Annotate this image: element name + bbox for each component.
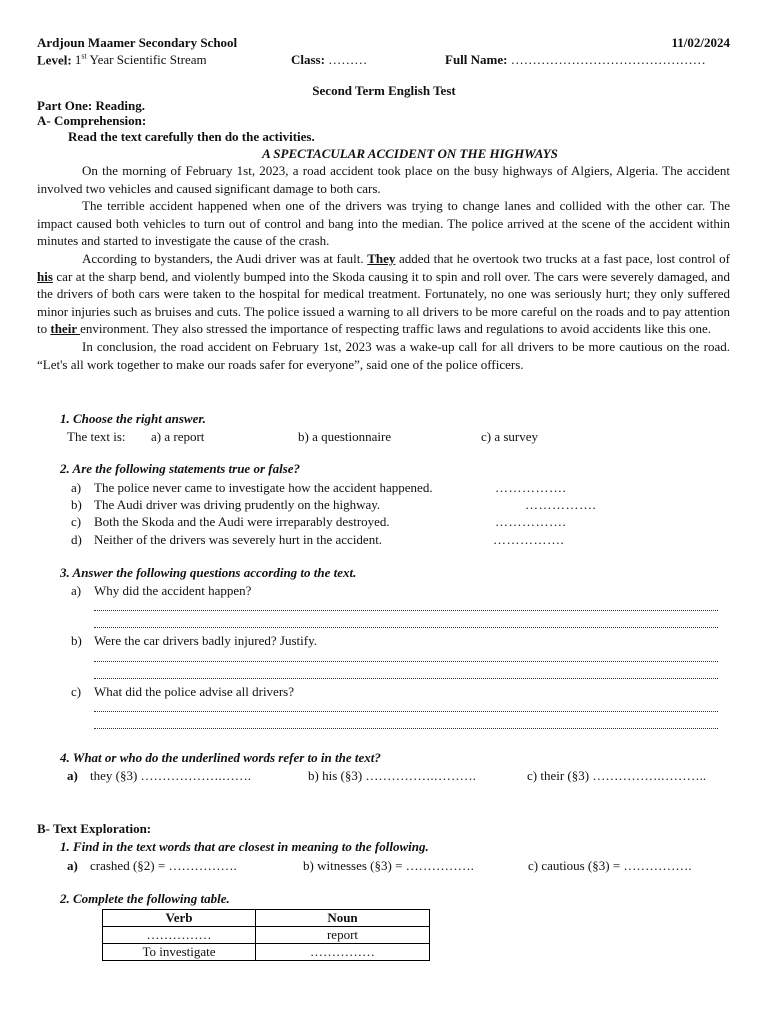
q3-answer-line-b1[interactable] (94, 661, 718, 662)
verb-noun-table (102, 909, 430, 961)
q2-title: 2. Are the following statements true or false? (60, 461, 301, 476)
col-noun-header: Noun (256, 910, 430, 927)
b1-title: 1. Find in the text words that are closest in meaning to the following. (60, 839, 429, 854)
q3-answer-line-c1[interactable] (94, 711, 718, 712)
q1-option-b[interactable]: b) a questionnaire (298, 429, 392, 444)
q2-answer-d[interactable]: ……………. (493, 532, 565, 547)
q2-item-a: a) (71, 480, 82, 495)
q3-question-b: Were the car drivers badly injured? Justify. (94, 633, 317, 648)
q1-option-a[interactable]: a) a report (151, 429, 205, 444)
q1-title: 1. Choose the right answer. (60, 411, 206, 426)
header-line-2 (37, 52, 730, 68)
q3-item-c-letter: c) (71, 684, 82, 699)
section-b-heading: B- Text Exploration: (37, 821, 152, 836)
q1-option-c[interactable]: c) a survey (481, 429, 539, 444)
paragraph-1: On the morning of February 1st, 2023, a road accident took place on the busy highways of Algiers, Algeria. The accident involved two vehicles and caused significant damage to both cars. (37, 163, 730, 196)
school-name: Ardjoun Maamer Secondary School (37, 35, 238, 50)
paragraph-3: According to bystanders, the Audi driver was at fault. They added that he overtook two trucks at a fast pace, lost control of his car at the sharp bend, and violently bumped into the Skoda causing it to spin and roll over. The cars were severely damaged, and the drivers of both cars were taken to the hospital for medical treatment. Fortunately, no one was seriously hurt; they only suffered minor injuries such as bruises and cuts. The police issued a warning to all drivers to be more careful on the roads and to pay attention to their environment. They also stressed the importance of respecting traffic laws and regulations to avoid accidents like this one. (37, 250, 730, 337)
q4-a-letter: a) (67, 768, 78, 783)
q4-answer-they[interactable]: they (§3) ……………….……. (90, 768, 252, 783)
paragraph-4: In conclusion, the road accident on February 1st, 2023 was a wake-up call for all drivers to be more cautious on the road. “Let's all work together to make our roads safer for everyone”, said one of the police officers. (37, 338, 730, 372)
q2-item-c: c) (71, 514, 82, 529)
q2-answer-c[interactable]: ……………. (495, 514, 567, 529)
q3-answer-line-c2[interactable] (94, 728, 718, 729)
q3-answer-line-a1[interactable] (94, 610, 718, 611)
q4-title: 4. What or who do the underlined words refer to in the text? (60, 750, 381, 765)
q2-statement-a: The police never came to investigate how the accident happened. (94, 480, 433, 495)
q3-answer-line-a2[interactable] (94, 627, 718, 628)
table-row (103, 944, 430, 961)
q4-answer-his[interactable]: b) his (§3) …………….………. (308, 768, 476, 783)
text-title: A SPECTACULAR ACCIDENT ON THE HIGHWAYS (262, 146, 558, 161)
part-one-heading: Part One: Reading. (37, 98, 145, 113)
table-cell-verb-blank[interactable]: …………… (103, 927, 256, 944)
q2-item-b: b) (71, 497, 82, 512)
q2-answer-b[interactable]: ……………. (525, 497, 597, 512)
b2-title: 2. Complete the following table. (60, 891, 230, 906)
q2-item-d: d) (71, 532, 82, 547)
test-date: 11/02/2024 (671, 35, 730, 50)
reading-text (37, 162, 730, 373)
q3-answer-line-b2[interactable] (94, 678, 718, 679)
class-field: Class: ……… (291, 52, 368, 67)
table-row (103, 927, 430, 944)
col-verb-header: Verb (103, 910, 256, 927)
q2-answer-a[interactable]: ……………. (495, 480, 567, 495)
header-line-1 (37, 35, 730, 51)
paragraph-2: The terrible accident happened when one of the drivers was trying to change lanes and collided with the other car. The impact caused both vehicles to turn out of control and bang into the median. The police arrived at the scene of the accident within minutes and started to investigate the cause of the crash. (37, 198, 730, 249)
underlined-their: their (50, 321, 81, 337)
q2-statement-c: Both the Skoda and the Audi were irreparably destroyed. (94, 514, 390, 529)
level-label: Level: (37, 52, 72, 68)
b1-answer-cautious[interactable]: c) cautious (§3) = ……………. (528, 858, 692, 873)
test-title: Second Term English Test (312, 83, 456, 98)
q2-statement-b: The Audi driver was driving prudently on the highway. (94, 497, 381, 512)
q3-item-b-letter: b) (71, 633, 82, 648)
q3-question-a: Why did the accident happen? (94, 583, 252, 598)
fullname-field: Full Name: ……………………………………… (445, 52, 706, 67)
q1-stem: The text is: (67, 429, 126, 444)
q3-question-c: What did the police advise all drivers? (94, 684, 294, 699)
b1-answer-crashed[interactable]: crashed (§2) = ……………. (90, 858, 237, 873)
level-value: 1st Year Scientific Stream (74, 52, 207, 68)
q2-statement-d: Neither of the drivers was severely hurt in the accident. (94, 532, 383, 547)
table-cell-noun-report: report (256, 927, 430, 944)
section-a-heading: A- Comprehension: (37, 113, 147, 128)
instruction: Read the text carefully then do the activities. (68, 129, 315, 144)
table-cell-noun-blank[interactable]: …………… (256, 944, 430, 961)
table-header-row (103, 910, 430, 927)
q3-title: 3. Answer the following questions according to the text. (60, 565, 357, 580)
b1-answer-witnesses[interactable]: b) witnesses (§3) = ……………. (303, 858, 474, 873)
b1-a-letter: a) (67, 858, 78, 873)
underlined-they: They (367, 250, 396, 266)
q4-answer-their[interactable]: c) their (§3) …………….……….. (527, 768, 707, 783)
table-cell-verb-investigate: To investigate (103, 944, 256, 961)
q3-item-a-letter: a) (71, 583, 82, 598)
underlined-his: his (37, 268, 53, 284)
